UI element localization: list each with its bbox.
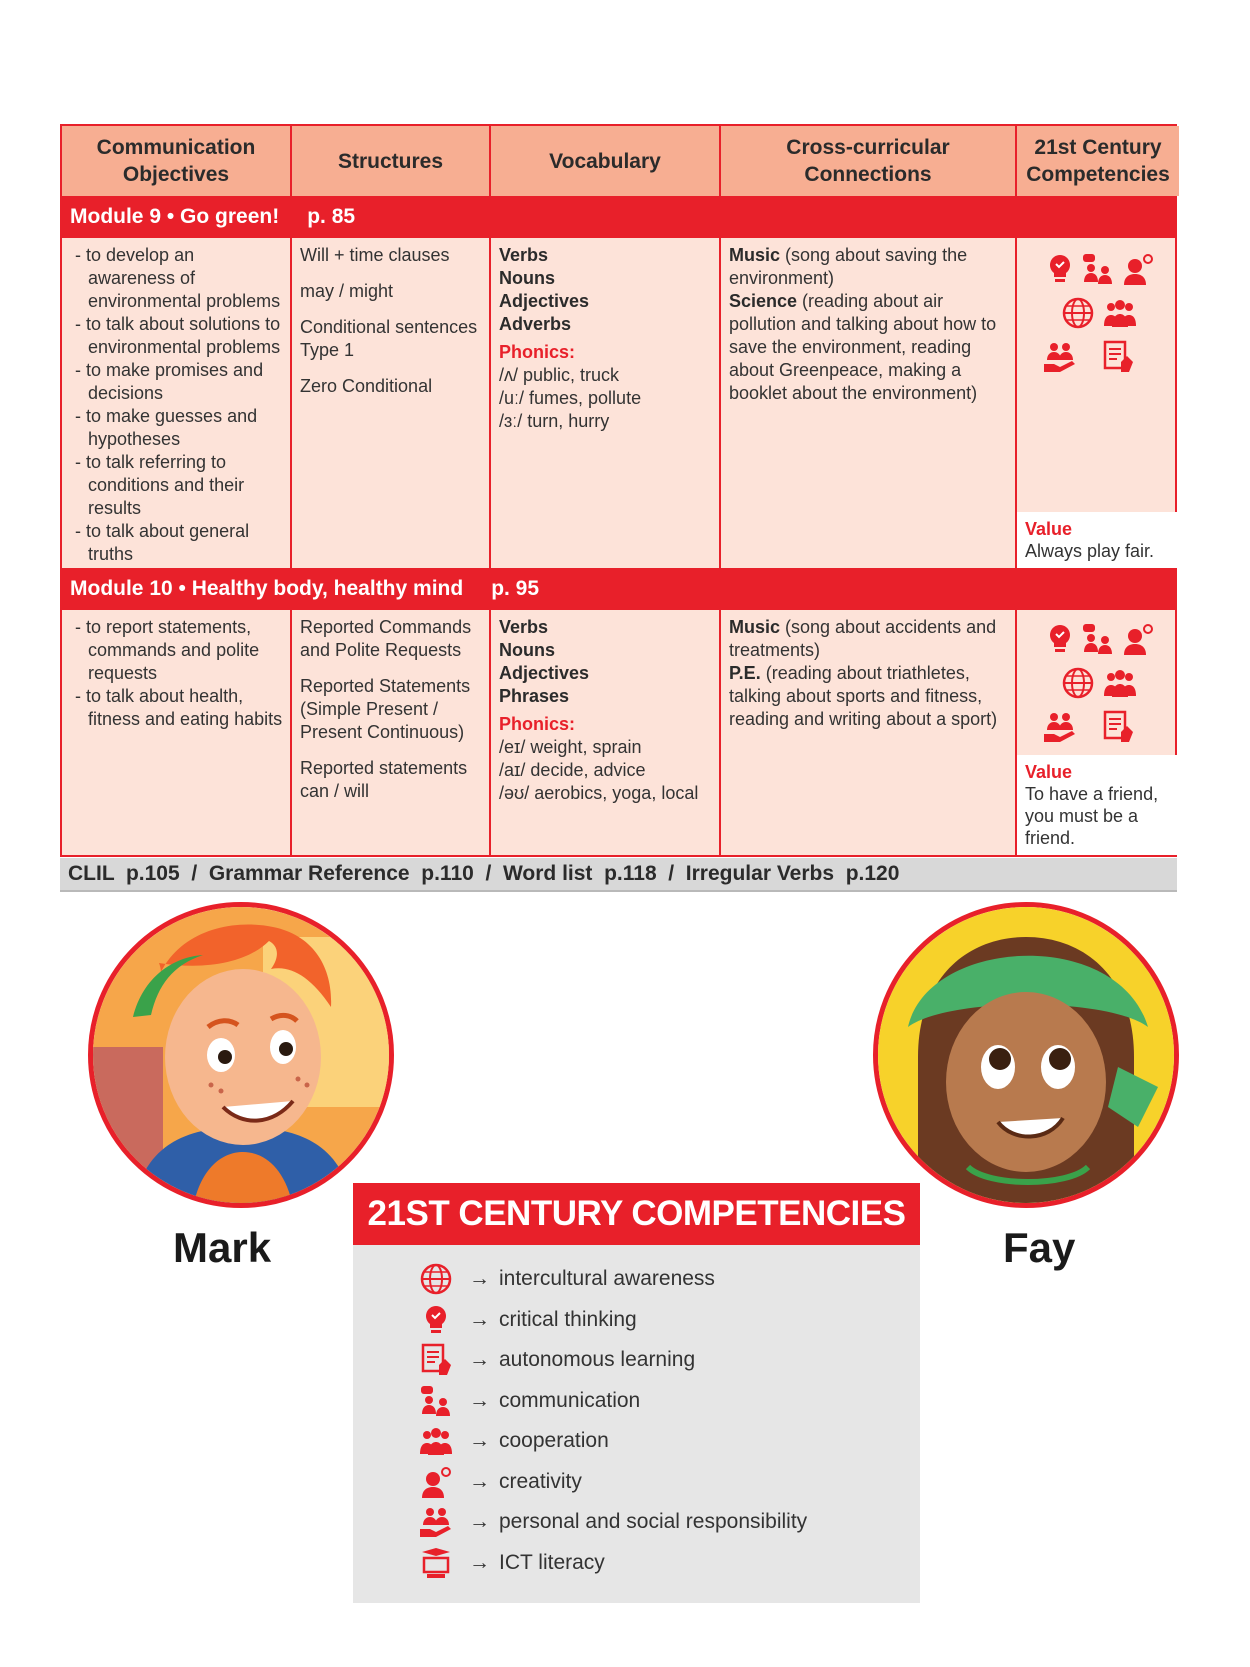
- legend-label: autonomous learning: [499, 1348, 696, 1372]
- group-icon: [1103, 666, 1137, 700]
- value-box: [1017, 512, 1179, 568]
- fay-illustration: [878, 907, 1174, 1203]
- structure-item: may / might: [300, 281, 394, 301]
- people-speech-icon: [1081, 252, 1115, 286]
- group-icon: [419, 1424, 453, 1458]
- objective-item: - to develop an awareness of environmental problems: [75, 245, 281, 311]
- legend-label: communication: [499, 1388, 641, 1412]
- vocab-item: Adjectives: [499, 291, 590, 311]
- objective-item: - to report statements, commands and polite requests: [75, 617, 260, 683]
- legend-title: 21ST CENTURY COMPETENCIES: [353, 1183, 920, 1245]
- competency-icons: [1017, 238, 1179, 512]
- phonics-label: Phonics:: [499, 714, 576, 734]
- phonics-item: /əʊ/ aerobics, yoga, local: [499, 783, 699, 803]
- module-10-title-bar: [62, 568, 1175, 610]
- competencies-legend: [353, 1183, 920, 1603]
- competencies-cell: [1017, 610, 1179, 855]
- structures-cell: [292, 610, 491, 855]
- objective-item: - to make guesses and hypotheses: [75, 406, 258, 449]
- person-idea-icon: [1121, 622, 1155, 656]
- competencies-cell: [1017, 238, 1179, 568]
- reference-footer: CLIL p.105 / Grammar Reference p.110 / Word list p.118 / Irregular Verbs p.120: [60, 858, 1177, 892]
- arrow-icon: →: [469, 1550, 490, 1574]
- globe-icon: [1061, 666, 1095, 700]
- legend-label: cooperation: [499, 1429, 609, 1453]
- module-page: p. 85: [307, 205, 356, 228]
- legend-label: ICT literacy: [499, 1550, 605, 1574]
- people-speech-icon: [1081, 622, 1115, 656]
- vocab-item: Adverbs: [499, 314, 572, 334]
- header-competencies: 21st Century Competencies: [1017, 126, 1179, 196]
- objective-item: - to talk about general truths: [75, 521, 250, 564]
- cross-curricular-cell: [721, 238, 1017, 568]
- arrow-icon: →: [469, 1469, 490, 1493]
- person-idea-icon: [419, 1465, 453, 1499]
- module-9-row: [62, 238, 1175, 568]
- value-text: Always play fair.: [1025, 541, 1155, 561]
- legend-label: personal and social responsibility: [499, 1510, 808, 1534]
- globe-icon: [419, 1262, 453, 1296]
- character-name-fay: Fay: [1003, 1224, 1076, 1271]
- legend-item: [419, 1421, 920, 1462]
- lightbulb-icon: [419, 1303, 453, 1337]
- vocab-item: Phrases: [499, 686, 570, 706]
- phonics-item: /ʌ/ public, truck: [499, 365, 620, 385]
- competency-icons: [1017, 610, 1179, 755]
- syllabus-table: [60, 124, 1177, 857]
- legend-item: [419, 1300, 920, 1341]
- vocabulary-cell: [491, 238, 721, 568]
- lightbulb-icon: [1043, 622, 1077, 656]
- module-title: Module 10 • Healthy body, healthy mind: [70, 577, 464, 600]
- structure-item: Conditional sentences Type 1: [300, 317, 478, 360]
- hand-people-icon: [1043, 340, 1077, 374]
- objectives-cell: [62, 610, 292, 855]
- group-icon: [1103, 296, 1137, 330]
- people-speech-icon: [419, 1384, 453, 1418]
- phonics-item: /eɪ/ weight, sprain: [499, 737, 642, 757]
- module-9-title-bar: [62, 196, 1175, 238]
- vocabulary-cell: [491, 610, 721, 855]
- character-name-mark: Mark: [173, 1224, 272, 1271]
- legend-item: [419, 1340, 920, 1381]
- objectives-cell: [62, 238, 292, 568]
- structure-item: Reported Statements (Simple Present / Present Continuous): [300, 676, 471, 742]
- mark-illustration: [93, 907, 389, 1203]
- legend-label: intercultural awareness: [499, 1267, 715, 1291]
- avatar-mark: [88, 902, 394, 1208]
- table-header: [62, 126, 1175, 196]
- structure-item: Reported statements can / will: [300, 758, 468, 801]
- value-label: Value: [1025, 519, 1073, 539]
- module-page: p. 95: [491, 577, 540, 600]
- structure-item: Will + time clauses: [300, 245, 450, 265]
- legend-item: [419, 1543, 920, 1584]
- cross-item: Music (song about saving the environment): [729, 245, 968, 288]
- legend-item: [419, 1259, 920, 1300]
- legend-label: critical thinking: [499, 1307, 637, 1331]
- arrow-icon: →: [469, 1348, 490, 1372]
- objective-item: - to talk about solutions to environmental problems: [75, 314, 281, 357]
- vocab-item: Adjectives: [499, 663, 590, 683]
- structure-item: Reported Commands and Polite Requests: [300, 617, 472, 660]
- objective-item: - to talk about health, fitness and eating habits: [75, 686, 283, 729]
- computer-icon: [419, 1546, 453, 1580]
- legend-label: creativity: [499, 1469, 582, 1493]
- header-cross-curricular: Cross-curricular Connections: [721, 126, 1017, 196]
- legend-item: [419, 1462, 920, 1503]
- lightbulb-icon: [1043, 252, 1077, 286]
- phonics-label: Phonics:: [499, 342, 576, 362]
- module-title: Module 9 • Go green!: [70, 205, 280, 228]
- hand-people-icon: [419, 1505, 453, 1539]
- cross-item: P.E. (reading about triathletes, talking about sports and fitness, reading and writing about a sport): [729, 663, 998, 729]
- header-objectives: Communication Objectives: [62, 126, 292, 196]
- person-idea-icon: [1121, 252, 1155, 286]
- vocab-item: Nouns: [499, 268, 555, 288]
- cross-item: Music (song about accidents and treatments): [729, 617, 997, 660]
- structures-cell: [292, 238, 491, 568]
- arrow-icon: →: [469, 1429, 490, 1453]
- phonics-item: /ɜː/ turn, hurry: [499, 411, 610, 431]
- arrow-icon: →: [469, 1388, 490, 1412]
- cross-curricular-cell: [721, 610, 1017, 855]
- hand-people-icon: [1043, 710, 1077, 744]
- structure-item: Zero Conditional: [300, 376, 433, 396]
- document-hand-icon: [1101, 710, 1135, 744]
- phonics-item: /aɪ/ decide, advice: [499, 760, 646, 780]
- globe-icon: [1061, 296, 1095, 330]
- header-vocabulary: Vocabulary: [491, 126, 721, 196]
- objective-item: - to make promises and decisions: [75, 360, 264, 403]
- header-structures: Structures: [292, 126, 491, 196]
- arrow-icon: →: [469, 1510, 490, 1534]
- legend-item: [419, 1381, 920, 1422]
- vocab-item: Verbs: [499, 617, 549, 637]
- vocab-item: Verbs: [499, 245, 549, 265]
- arrow-icon: →: [469, 1267, 490, 1291]
- vocab-item: Nouns: [499, 640, 555, 660]
- avatar-fay: [873, 902, 1179, 1208]
- value-box: [1017, 755, 1179, 855]
- arrow-icon: →: [469, 1307, 490, 1331]
- value-text: To have a friend, you must be a friend.: [1025, 784, 1159, 848]
- phonics-item: /uː/ fumes, pollute: [499, 388, 642, 408]
- module-10-row: [62, 610, 1175, 855]
- cross-item: Science (reading about air pollution and talking about how to save the environment, reading about Greenpeace, making a booklet about the environment): [729, 291, 997, 403]
- document-hand-icon: [1101, 340, 1135, 374]
- value-label: Value: [1025, 762, 1073, 782]
- document-hand-icon: [419, 1343, 453, 1377]
- objective-item: - to talk referring to conditions and their results: [75, 452, 245, 518]
- legend-item: [419, 1502, 920, 1543]
